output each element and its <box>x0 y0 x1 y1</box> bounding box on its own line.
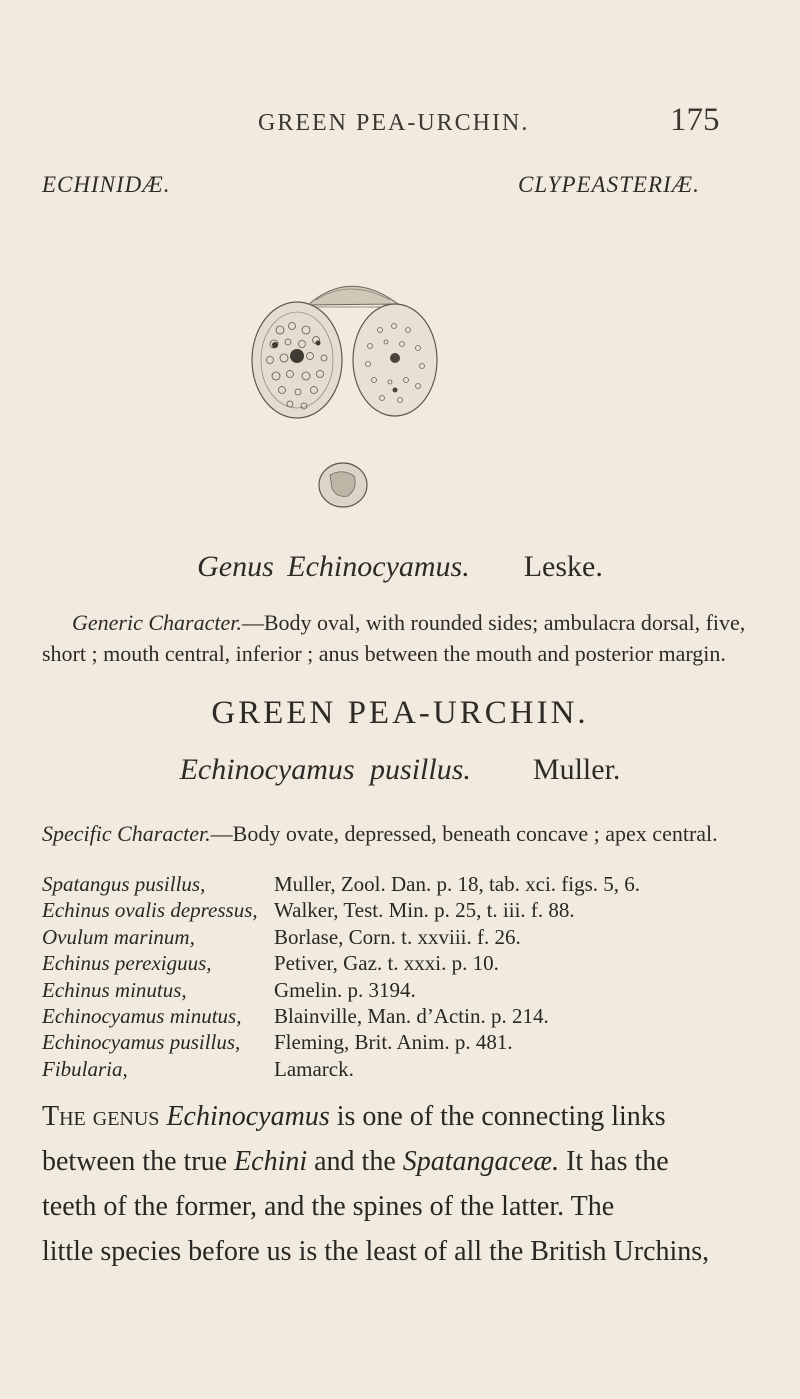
synonym-reference: Borlase, Corn. t. xxviii. f. 26. <box>274 924 521 949</box>
synonym-reference: Petiver, Gaz. t. xxxi. p. 10. <box>274 951 499 976</box>
synonym-row <box>42 1057 782 1083</box>
generic-character-line2: short ; mouth central, inferior ; anus between the mouth and posterior margin. <box>42 641 726 667</box>
running-head-title: GREEN PEA-URCHIN. <box>258 110 530 136</box>
body-line-1: The genus Echinocyamus is one of the connecting links <box>42 1101 666 1132</box>
species-name: Echinocyamus pusillus. <box>179 753 471 786</box>
synonym-name: Echinus minutus, <box>42 977 187 1002</box>
synonym-name: Fibularia, <box>42 1056 128 1081</box>
family-label-right: CLYPEASTERIÆ. <box>518 172 700 197</box>
synonym-row <box>42 978 782 1004</box>
genus-heading <box>0 550 800 584</box>
genus-authority: Leske. <box>523 550 603 583</box>
synonym-row <box>42 872 782 898</box>
urchin-profile-view <box>319 463 367 507</box>
synonym-name: Ovulum marinum, <box>42 924 195 949</box>
page-number: 175 <box>670 102 720 138</box>
body-paragraph <box>42 1094 787 1274</box>
specific-character <box>42 818 782 849</box>
synonym-row <box>42 898 782 924</box>
urchin-bottom-view <box>353 304 437 416</box>
generic-character-line1: —Body oval, with rounded sides; ambulacra dorsal, five, <box>241 610 746 635</box>
common-name-heading: GREEN PEA-URCHIN. <box>211 695 589 731</box>
urchin-top-view <box>252 302 342 418</box>
synonym-row <box>42 1004 782 1030</box>
synonymy-list <box>42 872 782 1083</box>
synonym-name: Echinocyamus pusillus, <box>42 1030 241 1055</box>
species-heading <box>0 753 800 787</box>
synonym-row <box>42 1030 782 1056</box>
body-line-4: little species before us is the least of all the British Urchins, <box>42 1236 710 1267</box>
synonym-name: Echinocyamus minutus, <box>42 1003 242 1028</box>
generic-character-label: Generic Character. <box>72 610 242 635</box>
specific-character-text: —Body ovate, depressed, beneath concave ; apex central. <box>210 821 718 846</box>
genus-name: Genus Echinocyamus. <box>197 550 470 583</box>
urchin-illustration <box>230 230 460 530</box>
synonym-row <box>42 925 782 951</box>
synonym-reference: Fleming, Brit. Anim. p. 481. <box>274 1030 513 1055</box>
body-line-2: between the true Echini and the Spatangaceæ. It has the <box>42 1146 669 1177</box>
synonym-reference: Muller, Zool. Dan. p. 18, tab. xci. figs. 5, 6. <box>274 872 641 896</box>
specific-character-label: Specific Character. <box>42 821 211 846</box>
synonym-reference: Walker, Test. Min. p. 25, t. iii. f. 88. <box>274 898 575 923</box>
species-authority: Muller. <box>532 753 621 786</box>
synonym-row <box>42 951 782 977</box>
family-label-left: ECHINIDÆ. <box>42 172 171 197</box>
running-head <box>0 104 800 144</box>
synonym-name: Spatangus pusillus, <box>42 872 206 896</box>
synonym-name: Echinus ovalis depressus, <box>42 898 258 923</box>
synonym-name: Echinus perexiguus, <box>42 951 212 976</box>
generic-character <box>42 607 772 670</box>
synonym-reference: Gmelin. p. 3194. <box>274 977 416 1002</box>
synonym-reference: Blainville, Man. d’Actin. p. 214. <box>274 1003 549 1028</box>
body-line-3: teeth of the former, and the spines of the latter. The <box>42 1191 615 1222</box>
synonym-reference: Lamarck. <box>274 1056 354 1081</box>
